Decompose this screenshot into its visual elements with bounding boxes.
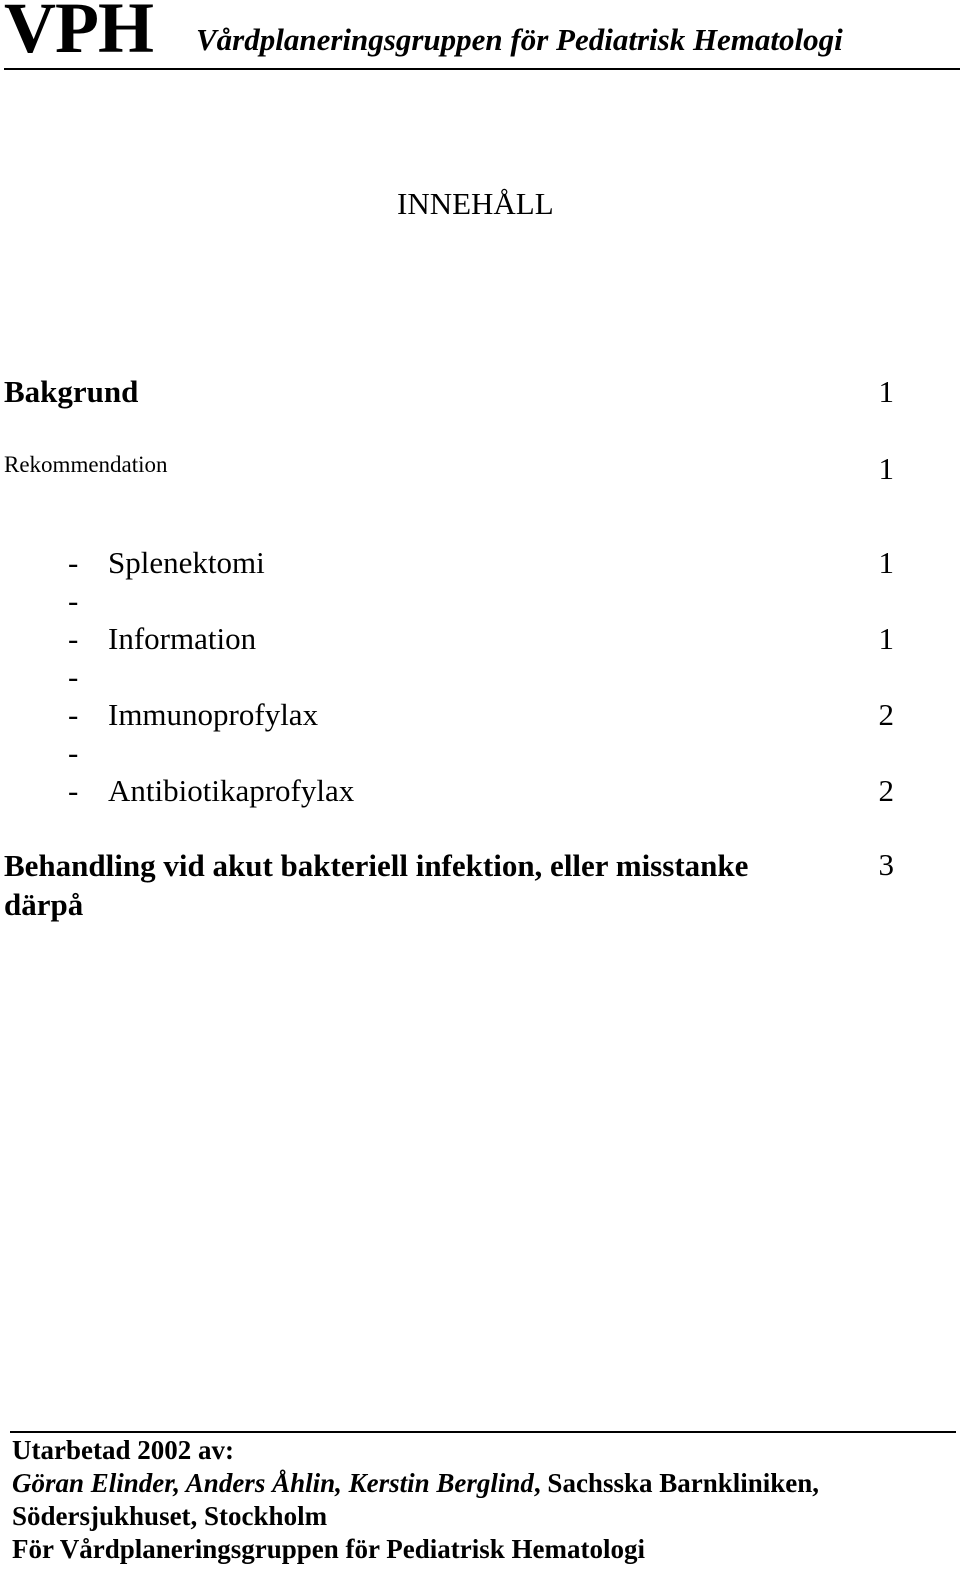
toc-entry-rekommendation: Rekommendation [4,452,168,477]
footer-authors [12,1467,819,1499]
logo: VPH [4,0,153,68]
list-dash: - [68,545,79,580]
toc-page-information: 1 [878,621,894,656]
footer-authors-names: Göran Elinder, Anders Åhlin, Kerstin Berglind [12,1468,534,1498]
toc-entry-antibiotikaprofylax: Antibiotikaprofylax [108,773,355,808]
footer-divider [10,1431,956,1433]
toc-entry-behandling: Behandling vid akut bakteriell infektion, eller misstanke därpå [4,848,749,922]
footer-authors-affiliation: , Sachsska Barnkliniken, [533,1468,820,1498]
toc-entry-splenektomi: Splenektomi [108,545,265,580]
toc-entry-bakgrund: Bakgrund [4,374,139,409]
toc-page-splenektomi: 1 [878,545,894,580]
toc-page-immunoprofylax: 2 [878,697,894,732]
list-dash: - [68,697,79,732]
toc-page-rekommendation: 1 [878,451,894,486]
footer-prepared-by: Utarbetad 2002 av: [12,1435,234,1465]
list-dash: - [68,735,79,770]
toc-page-antibiotikaprofylax: 2 [878,773,894,808]
footer-group: För Vårdplaneringsgruppen för Pediatrisk Hematologi [12,1534,646,1564]
list-dash: - [68,621,79,656]
list-dash: - [68,583,79,618]
toc-page-behandling: 3 [878,847,894,882]
toc-title: INNEHÅLL [397,186,554,221]
list-dash: - [68,773,79,808]
toc-entry-immunoprofylax: Immunoprofylax [108,697,319,732]
header-divider [4,68,960,70]
toc-page-bakgrund: 1 [878,374,894,409]
toc-entry-information: Information [108,621,257,656]
footer-location: Södersjukhuset, Stockholm [12,1501,328,1531]
list-dash: - [68,659,79,694]
organization-name: Vårdplaneringsgruppen för Pediatrisk Hematologi [196,22,843,57]
